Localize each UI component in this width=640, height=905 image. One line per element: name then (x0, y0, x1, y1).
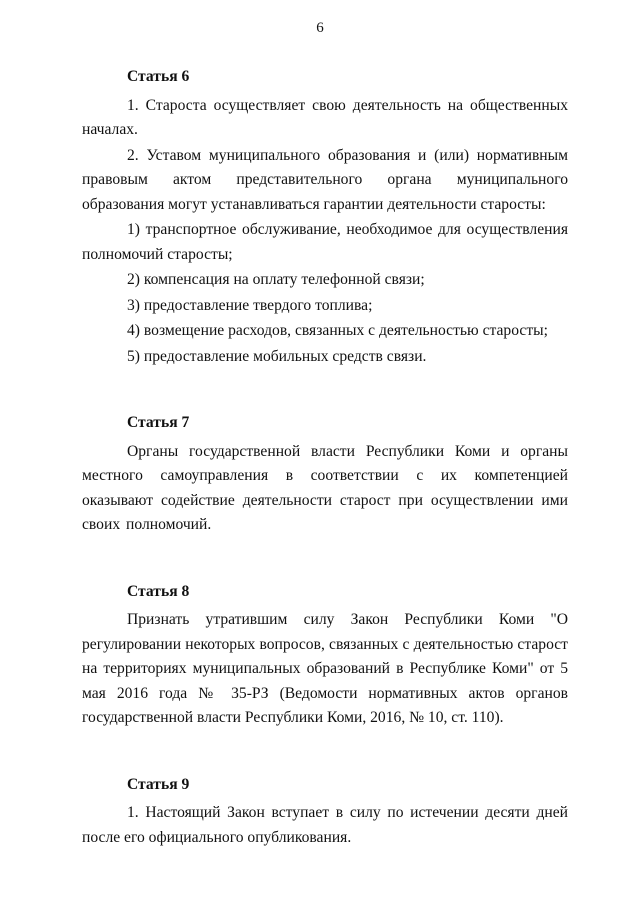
article-title: Статья 8 (127, 582, 190, 600)
list-item: 2) компенсация на оплату телефонной связи; (127, 271, 425, 288)
article-title: Статья 6 (127, 68, 190, 85)
list-item: 4) возмещение расходов, связанных с деятельностью старосты; (127, 322, 548, 339)
document-body (82, 65, 568, 892)
page-number: 6 (316, 20, 324, 36)
article-9 (82, 773, 568, 851)
paragraph: 2. Уставом муниципального образования и (или) нормативным правовым актом представительного органа муниципального образования могут устанавливаться гарантии деятельности старосты: (82, 146, 568, 213)
list-item: 3) предоставление твердого топлива; (127, 296, 373, 314)
list-item: 5) предоставление мобильных средств связи. (127, 347, 427, 365)
article-6 (82, 65, 568, 369)
paragraph: Признать утратившим силу Закон Республики Коми "О регулировании некоторых вопросов, связанных с деятельностью старост на территориях муниципальных образований в Республике Коми" от 5 мая 2016 года № 35-РЗ (Ведомости нормативных актов органов государственной власти Республики Коми, 2016, № 10, ст. 110). (82, 611, 568, 726)
article-7 (82, 411, 568, 538)
paragraph: 1. Староста осуществляет свою деятельность на общественных началах. (82, 96, 568, 138)
article-title: Статья 9 (127, 775, 190, 793)
list-item: 1) транспортное обслуживание, необходимое для осуществления полномочий старосты; (82, 221, 568, 263)
article-8 (82, 580, 568, 731)
article-title: Статья 7 (127, 414, 190, 431)
paragraph: Органы государственной власти Республики Коми и органы местного самоуправления в соответствии с их компетенцией оказывают содействие деятельности старост при осуществлении ими своих полномочий. (82, 442, 568, 533)
paragraph: 1. Настоящий Закон вступает в силу по истечении десяти дней после его официального опубликования. (82, 804, 568, 846)
